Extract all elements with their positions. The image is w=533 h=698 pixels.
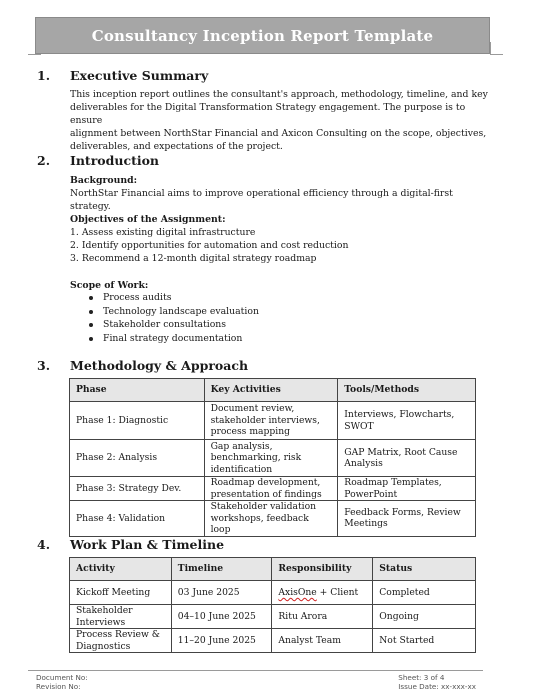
executive-summary-text: This inception report outlines the consultant's approach, methodology, timeline, and key deliverables for the Digital Transformation Strategy engagement. The purpose is to ensure alignment between NorthStar Financial and Axicon Consulting on the scope, objectives, deliverables, and expectations of the project. xyxy=(70,89,488,152)
table-row: Phase 4: Validation Stakeholder validation workshops, feedback loop Feedback Forms, Review Meetings xyxy=(70,501,476,537)
objectives-list xyxy=(70,226,490,265)
list-item: Stakeholder consultations xyxy=(70,318,259,332)
document-title: Consultancy Inception Report Template xyxy=(91,26,434,45)
scope-label: Scope of Work: xyxy=(70,280,149,291)
table-row: Kickoff Meeting 03 June 2025 AxisOne + Client Completed xyxy=(70,581,476,605)
table-row: Process Review & Diagnostics 11–20 June 2025 Analyst Team Not Started xyxy=(70,629,476,653)
section-heading: 3. Methodology & Approach xyxy=(37,358,249,373)
list-item: Process audits xyxy=(70,291,259,305)
list-item: 3. Recommend a 12-month digital strategy roadmap xyxy=(70,253,317,264)
background-text: NorthStar Financial aims to improve operational efficiency through a digital-first strategy. xyxy=(70,188,453,212)
table-row: Phase 2: Analysis Gap analysis, benchmarking, risk identification GAP Matrix, Root Cause Analysis xyxy=(70,440,476,477)
document-title-bar xyxy=(35,17,490,54)
list-item: Technology landscape evaluation xyxy=(70,305,259,319)
list-item: 1. Assess existing digital infrastructure xyxy=(70,227,256,238)
workplan-table xyxy=(69,557,476,653)
section-heading: 1. Executive Summary xyxy=(37,68,209,83)
table-row: Phase 3: Strategy Dev. Roadmap development, presentation of findings Roadmap Templates, PowerPoint xyxy=(70,477,476,501)
background-label: Background: xyxy=(70,175,138,186)
table-header-row: Activity Timeline Responsibility Status xyxy=(70,558,476,581)
document-number: Document No: xyxy=(36,673,88,682)
sheet-number: Sheet: 3 of 4 xyxy=(398,673,445,682)
objectives-label: Objectives of the Assignment: xyxy=(70,214,226,225)
revision-number: Revision No: xyxy=(36,682,81,691)
scope-list xyxy=(70,291,259,345)
table-row: Stakeholder Interviews 04–10 June 2025 Ritu Arora Ongoing xyxy=(70,605,476,629)
page-footer xyxy=(36,673,476,691)
table-row: Phase 1: Diagnostic Document review, stakeholder interviews, process mapping Interviews, Flowcharts, SWOT xyxy=(70,402,476,440)
misspelled-word: AxisOne xyxy=(278,586,317,598)
footer-rule xyxy=(28,670,483,671)
list-item: Final strategy documentation xyxy=(70,332,259,346)
methodology-table xyxy=(69,378,476,537)
section-heading: 2. Introduction xyxy=(37,153,160,168)
issue-date: Issue Date: xx-xxx-xx xyxy=(398,682,476,691)
crop-mark xyxy=(490,42,503,55)
list-item: 2. Identify opportunities for automation and cost reduction xyxy=(70,240,349,251)
table-header-row: Phase Key Activities Tools/Methods xyxy=(70,379,476,402)
section-heading: 4. Work Plan & Timeline xyxy=(37,537,225,552)
